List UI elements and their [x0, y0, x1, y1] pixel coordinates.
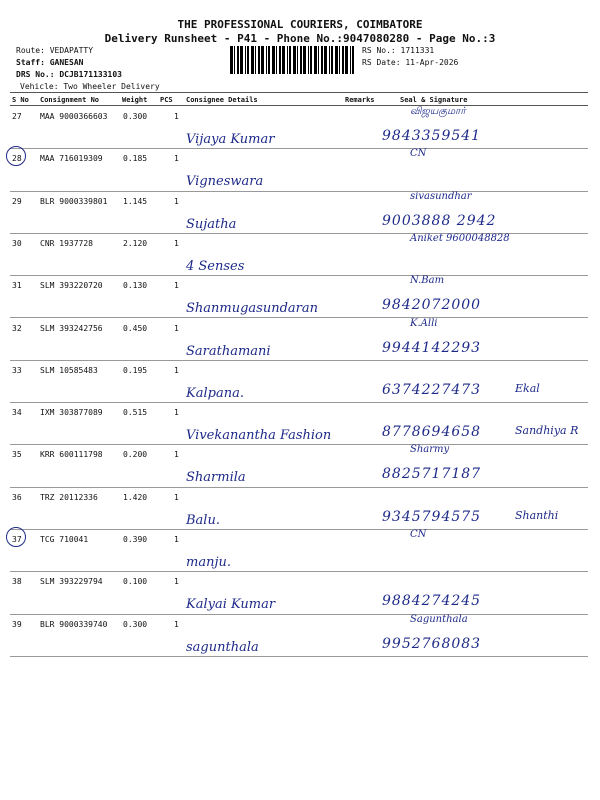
vehicle-text: Vehicle: Two Wheeler Delivery [20, 82, 160, 91]
serial-number: 37 [12, 535, 22, 544]
table-row [10, 487, 588, 530]
handwritten-phone: 6374227473 [382, 381, 482, 398]
table-row [10, 148, 588, 191]
weight-value: 0.450 [123, 323, 148, 333]
handwritten-phone: 9003888 2942 [382, 212, 497, 229]
table-row [10, 191, 588, 234]
pieces-count: 1 [174, 154, 179, 164]
serial-number: 36 [12, 492, 22, 502]
handwritten-phone: 9842072000 [382, 297, 482, 314]
consignment-number: SLM 393220720 [40, 281, 103, 291]
consignment-number: MAA 716019309 [40, 154, 103, 164]
handwritten-name: Vivekanantha Fashion [186, 428, 332, 444]
handwritten-phone: 9843359541 [382, 128, 482, 144]
serial-number: 29 [12, 196, 22, 206]
handwritten-name: manju. [186, 555, 231, 570]
serial-number: 34 [12, 408, 22, 418]
pieces-count: 1 [174, 281, 179, 291]
handwritten-name: Kalyai Kumar [186, 597, 276, 613]
handwritten-signature: விஜயகுமார் [410, 106, 466, 117]
pieces-count: 1 [174, 112, 179, 121]
pieces-count: 1 [174, 535, 179, 544]
weight-value: 0.300 [123, 112, 148, 121]
consignment-number: IXM 303877089 [40, 408, 103, 418]
serial-number: 38 [12, 577, 22, 587]
handwritten-name: sagunthala [186, 639, 259, 655]
consignment-number: CNR 1937728 [40, 238, 93, 248]
weight-value: 0.195 [123, 365, 148, 375]
table-row [10, 233, 588, 276]
handwritten-signature: Aniket 9600048828 [410, 232, 510, 244]
handwritten-name: Sharmila [186, 470, 246, 486]
circled-mark-icon [6, 146, 26, 166]
pieces-count: 1 [174, 450, 179, 460]
consignment-number: BLR 9000339801 [40, 196, 108, 206]
handwritten-name: 4 Senses [186, 258, 245, 274]
consignment-number: TRZ 20112336 [40, 492, 98, 502]
staff-line [16, 58, 83, 67]
weight-value: 1.420 [123, 492, 148, 502]
handwritten-name: Sujatha [186, 216, 237, 232]
pieces-count: 1 [174, 492, 179, 502]
staff-value: GANESAN [49, 58, 84, 67]
drs-value: DCJB171133103 [59, 70, 122, 79]
col-sno-header: S No [12, 96, 29, 104]
handwritten-signature: N.Bam [410, 275, 445, 287]
pieces-count: 1 [174, 196, 179, 206]
drs-label: DRS No.: [16, 70, 55, 79]
serial-number: 28 [12, 154, 22, 164]
pieces-count: 1 [174, 365, 179, 375]
table-row [10, 614, 588, 657]
table-row [10, 106, 588, 149]
serial-number: 35 [12, 450, 22, 460]
handwritten-signature: sivasundhar [410, 190, 472, 202]
handwritten-phone: 9952768083 [382, 635, 482, 652]
consignment-number: TCG 710041 [40, 535, 89, 544]
handwritten-signature: CN [410, 529, 427, 540]
staff-label: Staff: [16, 58, 45, 67]
weight-value: 2.120 [123, 238, 148, 248]
handwritten-phone: 8778694658 [382, 424, 482, 441]
handwritten-phone: 9884274245 [382, 593, 482, 610]
weight-value: 0.300 [123, 619, 148, 629]
header-top-rule [10, 92, 588, 93]
handwritten-name: Shanmugasundaran [186, 301, 318, 317]
handwritten-extra: Shanthi [515, 508, 559, 522]
handwritten-phone: 9345794575 [382, 508, 482, 525]
weight-value: 1.145 [123, 196, 148, 206]
handwritten-extra: Sandhiya R [515, 424, 579, 438]
weight-value: 0.515 [123, 408, 148, 418]
col-consignment-header: Consignment No [40, 96, 100, 104]
serial-number: 30 [12, 238, 22, 248]
handwritten-extra: Ekal [515, 381, 540, 395]
col-remarks-header: Remarks [345, 96, 375, 104]
table-row [10, 529, 588, 572]
consignment-number: MAA 9000366603 [40, 112, 108, 121]
pieces-count: 1 [174, 408, 179, 418]
company-title: THE PROFESSIONAL COURIERS, COIMBATORE [177, 18, 423, 31]
col-details-header: Consignee Details [186, 96, 258, 104]
table-row [10, 402, 588, 445]
weight-value: 0.100 [123, 577, 148, 587]
runsheet-subtitle: Delivery Runsheet - P41 - Phone No.:9047080280 - Page No.:3 [104, 32, 496, 45]
col-pcs-header: PCS [160, 96, 173, 104]
serial-number: 33 [12, 365, 22, 375]
table-row [10, 571, 588, 614]
pieces-count: 1 [174, 619, 179, 629]
serial-number: 27 [12, 112, 22, 121]
handwritten-signature: Sagunthala [410, 613, 468, 625]
table-row [10, 318, 588, 361]
handwritten-signature: K.Alli [410, 317, 438, 329]
handwritten-name: Kalpana. [186, 385, 244, 401]
handwritten-name: Vigneswara [186, 174, 264, 190]
pieces-count: 1 [174, 323, 179, 333]
barcode-icon [230, 46, 355, 74]
serial-number: 39 [12, 619, 22, 629]
handwritten-signature: CN [410, 148, 427, 160]
pieces-count: 1 [174, 238, 179, 248]
drs-line [16, 70, 122, 79]
col-weight-header: Weight [122, 96, 148, 104]
weight-value: 0.200 [123, 450, 148, 460]
handwritten-name: Sarathamani [186, 343, 271, 359]
handwritten-signature: Sharmy [410, 444, 450, 456]
consignment-number: KRR 600111798 [40, 450, 103, 460]
circled-mark-icon [6, 527, 26, 547]
consignment-number: BLR 9000339740 [40, 619, 108, 629]
weight-value: 0.130 [123, 281, 148, 291]
rs-no-text: RS No.: 1711331 [362, 46, 435, 55]
handwritten-name: Vijaya Kumar [186, 132, 275, 147]
col-seal-header: Seal & Signature [400, 96, 468, 104]
consignment-number: SLM 10585483 [40, 365, 98, 375]
weight-value: 0.390 [123, 535, 148, 544]
serial-number: 31 [12, 281, 22, 291]
pieces-count: 1 [174, 577, 179, 587]
table-row [10, 275, 588, 318]
consignment-number: SLM 393229794 [40, 577, 103, 587]
handwritten-phone: 8825717187 [382, 466, 482, 483]
table-row [10, 444, 588, 487]
handwritten-phone: 9944142293 [382, 339, 482, 356]
weight-value: 0.185 [123, 154, 148, 164]
rs-date-text: RS Date: 11-Apr-2026 [362, 58, 459, 67]
handwritten-name: Balu. [186, 512, 220, 528]
route-text: Route: VEDAPATTY [16, 46, 94, 55]
consignment-number: SLM 393242756 [40, 323, 103, 333]
table-row [10, 360, 588, 403]
serial-number: 32 [12, 323, 22, 333]
